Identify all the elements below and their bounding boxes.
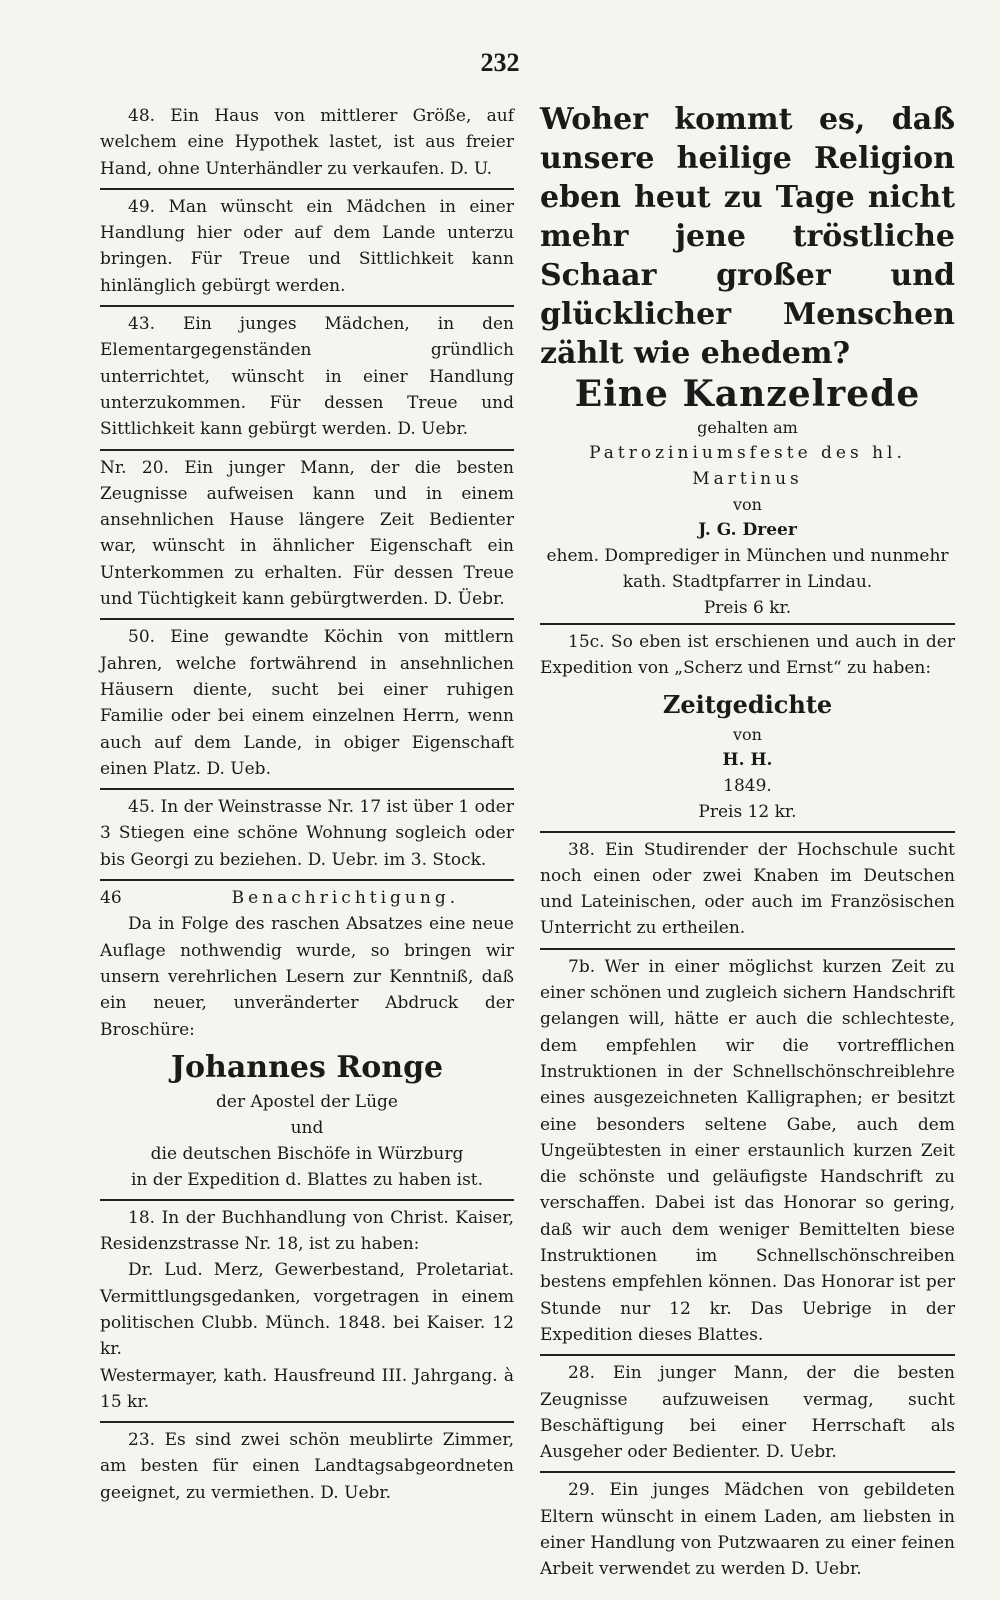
- ad-29: 29. Ein junges Mädchen von gebildeten Eltern wünscht in einem Laden, am liebsten in einer Handlung von Putzwaaren zu einer feinen Arbeit verwendet zu werden D. Uebr.: [540, 1480, 955, 1580]
- divider: [540, 831, 955, 833]
- ad-20: Nr. 20. Ein junger Mann, der die besten Zeugnisse aufweisen kann und in einem ansehnlichen Hause längere Zeit Bedienter war, wünscht in ähnlicher Eigenschaft ein Unterkommen zu erhalten. Für dessen Treue und Tüchtigkeit kann gebürgtwerden. D. Üebr.: [100, 457, 514, 610]
- price: Preis 6 kr.: [703, 598, 792, 618]
- divider: [100, 1421, 514, 1423]
- divider: [100, 188, 514, 190]
- ad-18: 18. In der Buchhandlung von Christ. Kaiser, Residenzstrasse Nr. 18, ist zu haben: Dr. Lud. Merz, Gewerbestand, Proletariat. Vermittlungsgedanken, vorgetragen in einem politischen Clubb. Münch. 1848. bei Kaiser. 12 kr. Westermayer, kath. Hausfreund III. Jahrgang. à 15 kr.: [100, 1207, 514, 1412]
- author: J. G. Dreer: [698, 520, 797, 540]
- headline: Woher kommt es, daß unsere heilige Religion eben heut zu Tage nicht mehr jene tröstliche Schaar großer und glücklicher Menschen zählt wie ehedem?: [540, 102, 955, 371]
- ad-23: 23. Es sind zwei schön meublirte Zimmer, am besten für einen Landtagsabgeordneten geeignet, zu vermiethen. D. Uebr.: [100, 1430, 514, 1503]
- divider: [100, 1199, 514, 1201]
- price: Preis 12 kr.: [698, 801, 797, 822]
- ad-15c: 15c. So eben ist erschienen und auch in der Expedition von „Scherz und Ernst“ zu haben: Zeitgedichte von H. H. 1849. Preis 12 kr.: [540, 626, 955, 829]
- divider: [540, 1354, 955, 1356]
- divider: [540, 948, 955, 950]
- page-number: 232: [480, 48, 520, 77]
- ad-46-body: Da in Folge des raschen Absatzes eine neue Auflage nothwendig wurde, so bringen wir unsern verehrlichen Lesern zur Kenntniß, daß ein neuer, unveränderter Abdruck der Broschüre:: [100, 914, 514, 1040]
- book-title: Johannes Ronge: [170, 1049, 444, 1085]
- ad-49: 49. Man wünscht ein Mädchen in einer Handlung hier oder auf dem Lande unterzu bringen. Für Treue und Sittlichkeit kann hinlänglich gebürgt werden.: [100, 196, 514, 296]
- divider: [100, 788, 514, 790]
- divider: [100, 618, 514, 620]
- left-column: [100, 100, 514, 1510]
- ad-46-heading: Benachrichtigung.: [231, 888, 460, 909]
- divider: [100, 449, 514, 451]
- divider: [100, 305, 514, 307]
- divider: [540, 1471, 955, 1473]
- divider: [540, 623, 955, 625]
- divider: [100, 879, 514, 881]
- ad-38: 38. Ein Studirender der Hochschule sucht noch einen oder zwei Knaben im Deutschen und Lateinischen, oder auch im Französischen Unterricht zu ertheilen.: [540, 839, 955, 939]
- ad-7b: 7b. Wer in einer möglichst kurzen Zeit zu einer schönen und zugleich sichern Handschrift gelangen will, hätte er auch die schlechteste, dem empfehlen wir die vortrefflichen Instruktionen in der Schnellschönschreiblehre eines ausgezeichneten Kalligraphen; er besitzt eine besonders seltene Gabe, auch dem Ungeübtesten in einer erstaunlich kurzen Zeit die schönste und geläufigste Handschrift zu verschaffen. Dabei ist das Honorar so gering, daß wir auch dem weniger Bemittelten biese Instruktionen im Schnellschönschreiben bestens empfehlen können. Das Honorar ist per Stunde nur 12 kr. Das Uebrige in der Expedition dieses Blattes.: [540, 956, 955, 1345]
- ad-48: 48. Ein Haus von mittlerer Größe, auf welchem eine Hypothek lastet, ist aus freier Hand, ohne Unterhändler zu verkaufen. D. U.: [100, 106, 514, 179]
- poem-title: Zeitgedichte: [662, 689, 833, 719]
- ad-50: 50. Eine gewandte Köchin von mittlern Jahren, welche fortwährend in ansehnlichen Häusern diente, sucht bei einer ruhigen Familie oder bei einem einzelnen Herrn, wenn auch auf dem Lande, in obiger Eigenschaft einen Platz. D. Ueb.: [100, 627, 514, 779]
- ad-46-number: 46: [100, 888, 122, 909]
- ad-46: 46 Benachrichtigung. Da in Folge des raschen Absatzes eine neue Auflage nothwendig wurde, so bringen wir unsern verehrlichen Lesern zur Kenntniß, daß ein neuer, unveränderter Abdruck der Broschüre: Johannes Ronge der Apostel der Lüge und die deutschen Bischöfe in Würzburg in der Expedition d. Blattes zu haben ist.: [100, 882, 514, 1197]
- ad-43: 43. Ein junges Mädchen, in den Elementargegenständen gründlich unterrichtet, wünscht in einer Handlung unterzukommen. Für dessen Treue und Sittlichkeit kann gebürgt werden. D. Uebr.: [100, 314, 514, 440]
- ad-45: 45. In der Weinstrasse Nr. 17 ist über 1 oder 3 Stiegen eine schöne Wohnung sogleich oder bis Georgi zu beziehen. D. Uebr. im 3. Stock.: [100, 797, 514, 870]
- right-column: Woher kommt es, daß unsere heilige Religion eben heut zu Tage nicht mehr jene tröstliche Schaar großer und glücklicher Menschen zählt wie ehedem? Eine Kanzelrede gehalten am Patroziniumsfeste des hl. Martinus von J. G. Dreer ehem. Domprediger in München und nunmehr kath. Stadtpfarrer in Lindau. Preis 6 kr. 15c. So eben ist erschienen und auch in der Expedition von „Scherz und Ernst“ zu haben: Zeitgedichte von H. H. 1849. Preis 12 kr. 38. Ein Studirender der Hochschule sucht noch einen oder zwei Knaben im Deutschen und Lateinischen, oder auch im Französischen Unterricht zu ertheilen. 7b. Wer in einer möglichst kurzen Zeit zu einer schönen und zugleich sichern Handschrift gelangen will, hätte er auch die schlechteste, dem empfehlen wir die vortrefflichen Instruktionen in der Schnellschönschreiblehre eines ausgezeichneten Kalligraphen; er besitzt eine besonders seltene Gabe, auch dem Ungeübtesten in einer erstaunlich kurzen Zeit die schönste und geläufigste Handschrift zu verschaffen. Dabei ist das Honorar so gering, daß wir auch dem weniger Bemittelten biese Instruktionen im Schnellschönschreiben bestens empfehlen können. Das Honorar ist per Stunde nur 12 kr. Das Uebrige in der Expedition dieses Blattes. 28. Ein junger Mann, der die besten Zeugnisse aufzuweisen vermag, sucht Beschäftigung bei einer Herrschaft als Ausgeher oder Bedienter. D. Uebr. 29. Ein junges Mädchen von gebildeten Eltern wünscht in einem Laden, am liebsten in einer Handlung von Putzwaaren zu einer feinen Arbeit verwendet zu werden D. Uebr.: [540, 100, 955, 1587]
- ad-28: 28. Ein junger Mann, der die besten Zeugnisse aufzuweisen vermag, sucht Beschäftigung bei einer Herrschaft als Ausgeher oder Bedienter. D. Uebr.: [540, 1363, 955, 1463]
- sermon-title: Eine Kanzelrede: [574, 373, 921, 415]
